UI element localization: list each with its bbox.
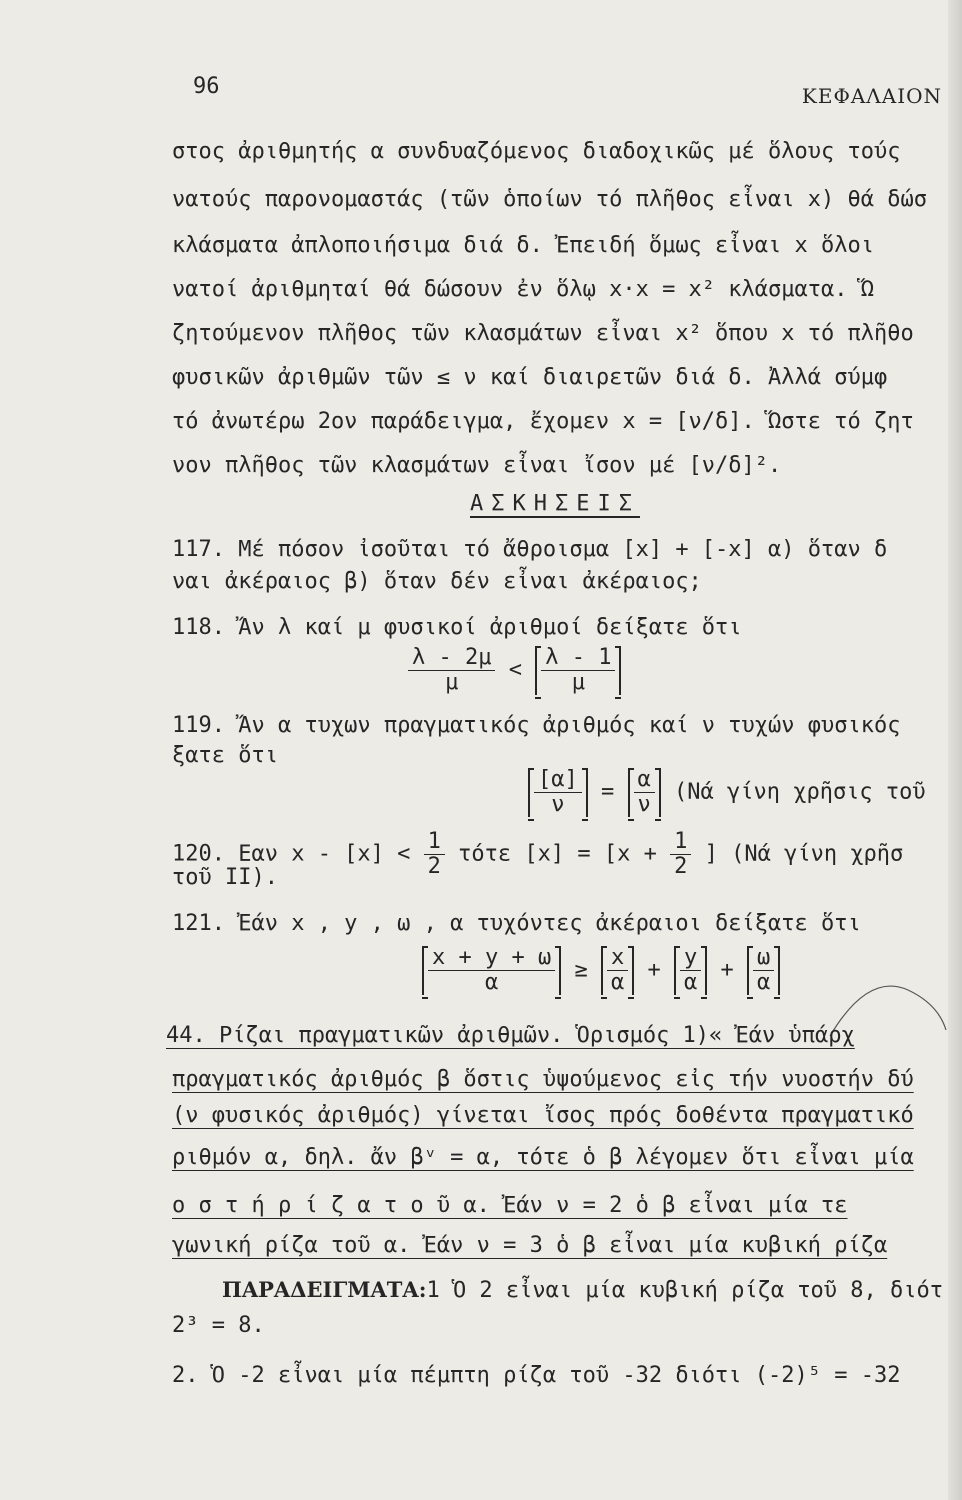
exercise-117-line-1: 117. Μέ πόσον ἰσοῦται τό ἄθροισμα [x] + [-x] α) ὅταν δ xyxy=(172,537,888,562)
text-line: νον πλῆθος τῶν κλασμάτων εἶναι ἴσον μέ [ν/δ]². xyxy=(172,453,782,478)
exercise-121-formula: $\frac{x + y + \omega}{\alpha}$ ≥ $\frac{x}{\alpha}$ + $\frac{y}{\alpha}$ + $\frac{\omega}{\alpha}$ xyxy=(422,946,780,995)
hint-note: (Νά γίνη χρῆσις τοῦ xyxy=(674,779,926,805)
text-line: φυσικῶν ἀριθμῶν τῶν ≤ ν καί διαιρετῶν διά δ. Ἀλλά σύμφ xyxy=(172,365,888,390)
page-number: 96 xyxy=(193,74,220,99)
section-44-line-3: (ν φυσικός ἀριθμός) γίνεται ἴσος πρός δοθέντα πραγματικό xyxy=(172,1103,914,1128)
exercise-117-line-2: ναι ἀκέραιος β) ὅταν δέν εἶναι ἀκέραιος; xyxy=(172,569,702,594)
exercise-121-line-1: 121. Ἐάν x , y , ω , α τυχόντες ἀκέραιοι δείξατε ὅτι xyxy=(172,911,861,936)
floor-bracket: $\frac{y}{\alpha}$ xyxy=(674,946,707,995)
section-44-line-4: ριθμόν α, δηλ. ἄν βᵛ = α, τότε ὁ β λέγομεν ὅτι εἶναι μία xyxy=(172,1145,914,1170)
examples-line-2: 2³ = 8. xyxy=(172,1313,265,1338)
text-line: ζητούμενον πλῆθος τῶν κλασμάτων εἶναι x² ὅπου x τό πλῆθο xyxy=(172,321,914,346)
page-spine-shadow xyxy=(948,0,962,1500)
section-44-line-6: γωνική ρίζα τοῦ α. Ἐάν ν = 3 ὁ β εἶναι μία κυβική ρίζα xyxy=(172,1233,888,1258)
floor-bracket: $\frac{x}{\alpha}$ xyxy=(601,946,634,995)
examples-line-1: ΠΑΡΑΔΕΙΓΜΑΤΑ:1 Ὁ 2 εἶναι μία κυβική ρίζα τοῦ 8, διότ xyxy=(222,1277,944,1303)
floor-bracket: $\frac{\alpha}{\nu}$ xyxy=(628,768,661,817)
section-44-line-1: 44. Ρίζαι πραγματικῶν ἀριθμῶν. Ὁρισμός 1)« Ἐάν ὑπάρχ xyxy=(166,1023,855,1048)
section-44-line-2: πραγματικός ἀριθμός β ὅστις ὑψούμενος εἰς τήν νυοστήν δύ xyxy=(172,1067,914,1092)
exercise-120-line-2: τοῦ II). xyxy=(172,865,278,890)
fraction: $\frac{\lambda - 2\mu}{\mu}$ xyxy=(408,646,495,695)
text-line: νατοί ἀριθμηταί θά δώσουν ἐν ὅλῳ x·x = x² κλάσματα. Ὥ xyxy=(172,277,874,302)
examples-label: ΠΑΡΑΔΕΙΓΜΑΤΑ: xyxy=(222,1277,427,1302)
text-line: στος ἀριθμητής α συνδυαζόμενος διαδοχικῶς μέ ὅλους τούς xyxy=(172,139,901,164)
text-line: τό ἀνωτέρω 2ον παράδειγμα, ἔχομεν x = [ν/δ]. Ὥστε τό ζητ xyxy=(172,409,914,434)
examples-line-3: 2. Ὁ -2 εἶναι μία πέμπτη ρίζα τοῦ -32 διότι (-2)⁵ = -32 xyxy=(172,1363,901,1388)
section-44-line-5: ο σ τ ή ρ ί ζ α τ ο ῦ α. Ἐάν ν = 2 ὁ β εἶναι μία τε xyxy=(172,1193,848,1218)
fraction: $\frac{1}{2}$ xyxy=(670,830,691,879)
floor-bracket: $\frac{[\alpha]}{\nu}$ xyxy=(528,768,588,817)
exercise-118-formula xyxy=(408,646,621,695)
floor-bracket: $\frac{\omega}{\alpha}$ xyxy=(747,946,780,995)
exercise-119-line-2: ξατε ὅτι xyxy=(172,743,278,768)
fraction: $\frac{1}{2}$ xyxy=(424,830,445,879)
exercise-118-line-1: 118. Ἄν λ καί μ φυσικοί ἀριθμοί δείξατε ὅτι xyxy=(172,615,742,640)
less-than-sign: < xyxy=(508,657,522,683)
running-header: ΚΕΦΑΛΑΙΟΝ xyxy=(801,84,942,108)
hint-note: (Νά γίνη χρῆσ xyxy=(731,841,904,867)
floor-bracket: $\frac{\lambda - 1}{\mu}$ xyxy=(535,646,621,695)
text-line: νατούς παρονομαστάς (τῶν ὁποίων τό πλῆθος εἶναι x) θά δώσ xyxy=(172,187,927,212)
text-line: κλάσματα ἀπλοποιήσιμα διά δ. Ἐπειδή ὅμως εἶναι x ὅλοι xyxy=(172,233,874,258)
exercises-heading: ΑΣΚΗΣΕΙΣ xyxy=(470,491,640,516)
exercise-119-line-1: 119. Ἄν α τυχων πραγματικός ἀριθμός καί ν τυχών φυσικός xyxy=(172,713,901,738)
exercise-119-formula xyxy=(528,768,926,817)
exercise-120-line-1: 120. Εαν x - [x] < $\frac{1}{2}$ τότε [x] = [x + $\frac{1}{2}$ ] (Νά γίνη χρῆσ xyxy=(172,829,904,879)
floor-bracket: $\frac{x + y + \omega}{\alpha}$ xyxy=(422,946,561,995)
equals-sign: = xyxy=(601,779,615,805)
greater-equal-sign: ≥ xyxy=(574,957,588,983)
